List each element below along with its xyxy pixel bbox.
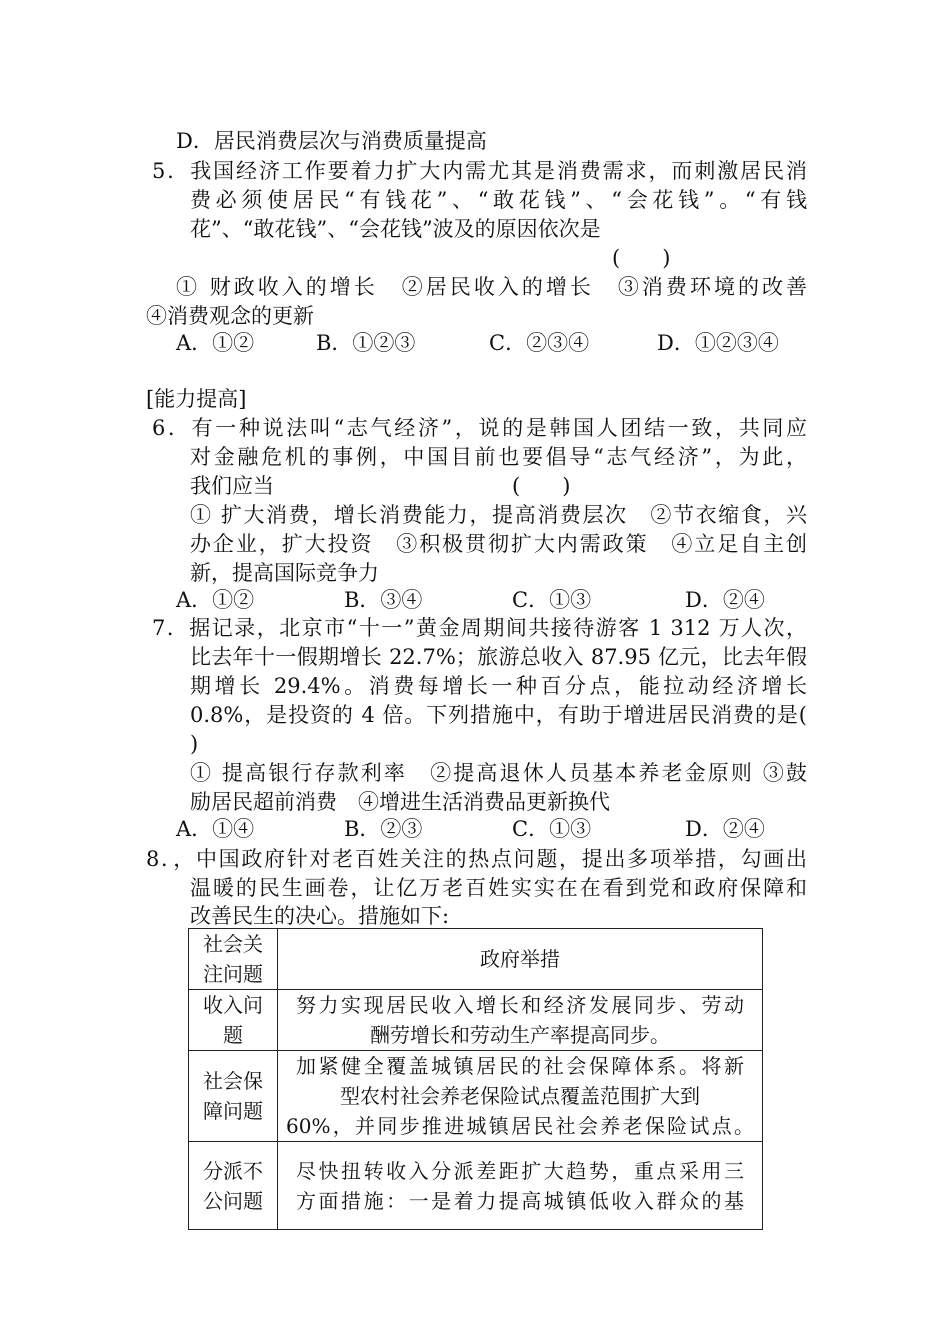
q6-option-b: B．③④ xyxy=(344,588,423,612)
table-cell-text: 公问题 xyxy=(203,1188,263,1213)
table-cell-text: 分派不 xyxy=(203,1158,263,1183)
table-cell-measure xyxy=(278,1142,763,1230)
q5-option-c: C．②③④ xyxy=(489,331,590,355)
table-cell-measure xyxy=(278,1051,763,1142)
q6-statements-line-3: 新，提高国际竞争力 xyxy=(190,561,379,585)
q6-line-2: 对金融危机的事例，中国目前也要倡导“志气经济”，为此， xyxy=(190,445,807,469)
q7-line-4: 0.8%，是投资的 4 倍。下列措施中，有助于增进居民消费的是( xyxy=(190,703,807,727)
table-header-issue xyxy=(189,929,278,990)
q5-option-b: B．①②③ xyxy=(316,331,416,355)
q7-option-b: B．②③ xyxy=(344,817,423,841)
section-title: [能力提高] xyxy=(146,387,247,411)
table-cell-text: 酬劳增长和劳动生产率提高同步。 xyxy=(370,1023,670,1047)
table-cell-issue xyxy=(189,1142,278,1230)
table-cell-text: 努力实现居民收入增长和经济发展同步、劳动 xyxy=(296,993,744,1017)
q6-option-d: D．②④ xyxy=(685,588,765,612)
q5-option-a: A．①② xyxy=(176,331,255,355)
q6-line-1: 6．有一种说法叫“志气经济”，说的是韩国人团结一致，共同应 xyxy=(152,416,807,440)
q6-option-c: C．①③ xyxy=(512,588,592,612)
table-cell-issue xyxy=(189,1051,278,1142)
q5-line-3: 花”、“敢花钱”、“会花钱”波及的原因依次是 xyxy=(190,217,601,241)
measures-table xyxy=(188,928,763,1230)
table-header-issue-text: 社会关 注问题 xyxy=(203,932,263,986)
q7-statements-line-1: ① 提高银行存款利率 ②提高退休人员基本养老金原则 ③鼓 xyxy=(190,761,807,785)
q7-option-c: C．①③ xyxy=(512,817,592,841)
q5-line-1: 5．我国经济工作要着力扩大内需尤其是消费需求，而刺激居民消 xyxy=(152,159,807,183)
q7-line-1: 7．据记录，北京市“十一”黄金周期间共接待游客 1 312 万人次， xyxy=(152,616,807,640)
q7-line-5: ) xyxy=(190,732,199,756)
q8-line-2: 温暖的民生画卷，让亿万老百姓实实在在看到党和政府保障和 xyxy=(190,876,807,900)
table-header-row xyxy=(189,929,763,990)
table-row xyxy=(189,1142,763,1230)
q4-option-d: D．居民消费层次与消费质量提高 xyxy=(176,129,487,153)
table-header-measure xyxy=(278,929,763,990)
table-cell-text: 障问题 xyxy=(203,1099,263,1123)
q5-statements-line-2: ④消费观念的更新 xyxy=(146,304,314,328)
table-header-measure-text: 政府举措 xyxy=(480,947,560,971)
q7-line-3: 期增长 29.4%。消费每增长一种百分点，能拉动经济增长 xyxy=(190,674,807,698)
table-cell-issue xyxy=(189,990,278,1051)
table-cell-text: 加紧健全覆盖城镇居民的社会保障体系。将新 xyxy=(296,1054,744,1078)
q7-option-a: A．①④ xyxy=(176,817,255,841)
table-cell-text: 尽快扭转收入分派差距扩大趋势，重点采用三 xyxy=(296,1158,744,1183)
table-cell-text: 收入问 xyxy=(203,993,263,1017)
table-cell-text: 方面措施：一是着力提高城镇低收入群众的基 xyxy=(296,1188,744,1213)
q5-answer-blank: ( ) xyxy=(612,246,671,270)
table-cell-measure xyxy=(278,990,763,1051)
table-cell-text: 60%，并同步推进城镇居民社会养老保险试点。 xyxy=(286,1114,754,1138)
q8-line-1: 8．，中国政府针对老百姓关注的热点问题，提出多项举措，勾画出 xyxy=(146,847,807,871)
q5-statements-line-1: ① 财政收入的增长 ②居民收入的增长 ③消费环境的改善 xyxy=(176,275,807,299)
q6-line-3: 我们应当 xyxy=(190,474,274,498)
table-cell-text: 题 xyxy=(223,1023,243,1047)
q7-line-2: 比去年十一假期增长 22.7%；旅游总收入 87.95 亿元，比去年假 xyxy=(190,645,807,669)
q6-option-a: A．①② xyxy=(176,588,255,612)
q7-statements-line-2: 励居民超前消费 ④增进生活消费品更新换代 xyxy=(190,790,610,814)
q6-statements-line-1: ① 扩大消费，增长消费能力，提高消费层次 ②节衣缩食，兴 xyxy=(190,503,807,527)
table-row xyxy=(189,1051,763,1142)
table-cell-text: 社会保 xyxy=(203,1069,263,1093)
q6-answer-blank: ( ) xyxy=(512,474,571,498)
q5-option-d: D．①②③④ xyxy=(657,331,779,355)
q6-statements-line-2: 办企业，扩大投资 ③积极贯彻扩大内需政策 ④立足自主创 xyxy=(190,532,807,556)
q8-line-3: 改善民生的决心。措施如下: xyxy=(190,904,450,928)
table-row xyxy=(189,990,763,1051)
q7-option-d: D．②④ xyxy=(685,817,765,841)
table-cell-text: 型农村社会养老保险试点覆盖范围扩大到 xyxy=(340,1084,700,1108)
q5-line-2: 费必须使居民“有钱花”、“敢花钱”、“会花钱”。“有钱 xyxy=(190,188,807,212)
